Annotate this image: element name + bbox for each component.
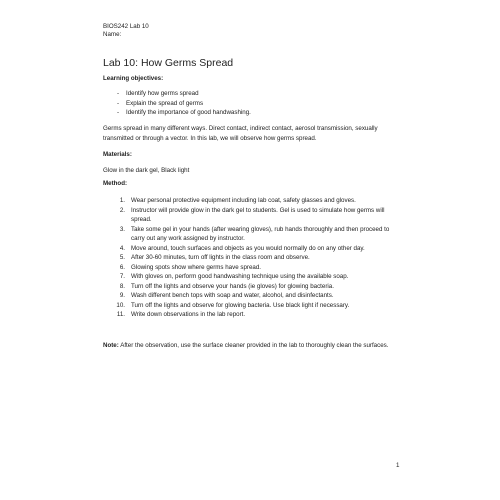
method-step <box>113 253 401 263</box>
step-text: Write down observations in the lab report. <box>131 311 246 318</box>
step-text: Turn off the lights and observe for glowing bacteria. Use black light if necessary. <box>131 301 350 309</box>
list-item: - Identify how germs spread <box>118 89 251 99</box>
step-number: 7. <box>119 273 125 280</box>
page-title: Lab 10: How Germs Spread <box>103 57 234 69</box>
step-number: 8. <box>119 282 125 290</box>
step-text: Take some gel in your hands (after wearing gloves), rub hands thoroughly and then proceed to carry out any work assigned by instructor. <box>131 225 390 242</box>
course-label: BIOS242 Lab 10 <box>103 23 149 30</box>
step-text: Wash different bench tops with soap and water, alcohol, and disinfectants. <box>131 292 334 299</box>
step-number: 11. <box>116 311 125 318</box>
step-text: Instructor will provide glow in the dark gel to students. Gel is used to simulate how germs will spread. <box>131 206 385 223</box>
method-list <box>113 196 401 320</box>
method-step <box>113 282 401 292</box>
step-number: 2. <box>119 206 125 214</box>
step-text: Wear personal protective equipment including lab coat, safety glasses and gloves. <box>131 197 356 204</box>
method-step <box>113 301 401 311</box>
method-heading: Method: <box>103 180 128 187</box>
step-number: 5. <box>119 254 125 261</box>
note-label: Note: <box>103 342 119 349</box>
materials-text: Glow in the dark gel, Black light <box>103 167 190 174</box>
objectives-list <box>118 89 251 118</box>
method-step <box>113 206 401 225</box>
intro-paragraph: Germs spread in many different ways. Direct contact, indirect contact, aerosol transmission, sexually transmitted or through a vector. In this lab, we will observe how germs spread. <box>103 125 378 142</box>
method-step <box>113 291 401 301</box>
note-paragraph <box>103 342 403 350</box>
objectives-heading: Learning objectives: <box>103 75 164 82</box>
step-number: 10. <box>116 301 125 309</box>
method-step <box>113 272 401 282</box>
list-item: - Identify the importance of good handwashing. <box>118 108 251 118</box>
materials-heading: Materials: <box>103 151 132 158</box>
step-number: 6. <box>119 263 125 271</box>
document-header <box>103 23 149 39</box>
step-number: 1. <box>119 197 125 204</box>
step-text: Turn off the lights and observe your hands (ie gloves) for glowing bacteria. <box>131 282 334 290</box>
step-text: Glowing spots show where germs have spread. <box>131 263 262 271</box>
step-text: With gloves on, perform good handwashing technique using the available soap. <box>131 273 349 280</box>
method-step <box>113 225 401 244</box>
method-step <box>113 244 401 254</box>
step-text: After 30-60 minutes, turn off lights in the class room and observe. <box>131 254 310 261</box>
method-step <box>113 196 401 206</box>
page-number: 1 <box>396 462 400 469</box>
step-text: Move around, touch surfaces and objects as you would normally do on any other day. <box>131 244 365 252</box>
note-text: After the observation, use the surface cleaner provided in the lab to thoroughly clean the surfaces. <box>118 342 389 349</box>
method-step <box>113 310 401 320</box>
step-number: 4. <box>119 244 125 252</box>
list-item: - Explain the spread of germs <box>118 99 251 109</box>
method-step <box>113 263 401 273</box>
step-number: 3. <box>119 225 125 233</box>
step-number: 9. <box>119 292 125 299</box>
name-label: Name: <box>103 31 122 38</box>
